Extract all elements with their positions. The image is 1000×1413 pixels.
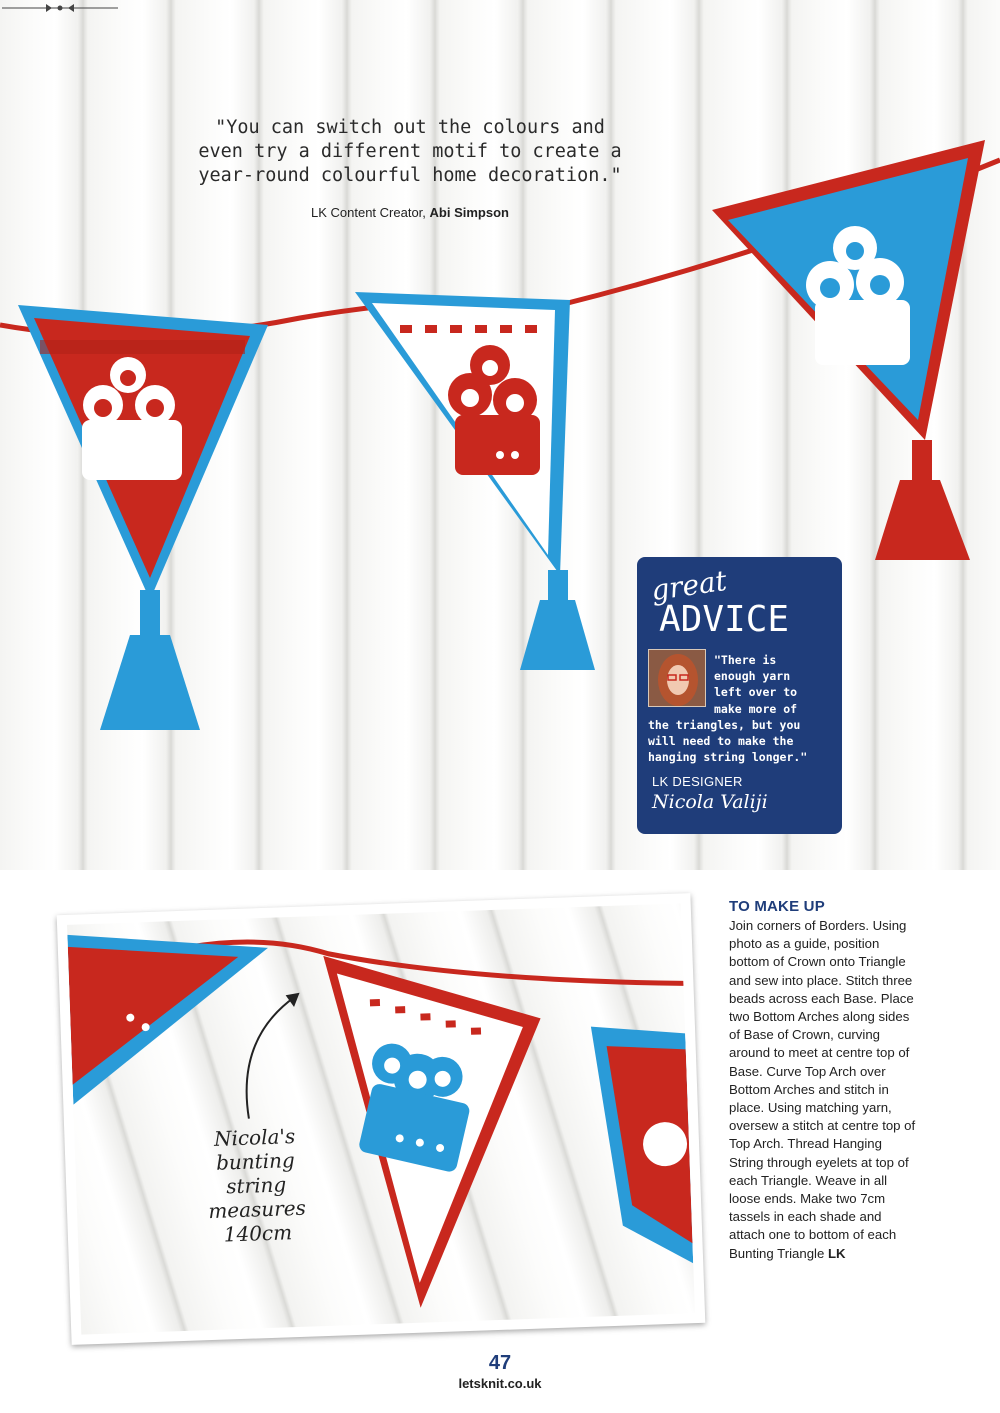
photo-note-line: measures (207, 1195, 307, 1224)
arrow-icon (243, 997, 299, 1119)
website-link[interactable]: letsknit.co.uk (458, 1376, 542, 1391)
photo-note-line: bunting string (215, 1148, 296, 1199)
advice-quote-line: the triangles, but you (648, 717, 801, 732)
page-number: 47 (488, 1352, 512, 1374)
pennant-red-crown (18, 305, 268, 730)
detail-photo-image (67, 903, 695, 1334)
advice-great-label: great (649, 563, 729, 608)
make-up-section (729, 898, 919, 1263)
photo-note (184, 1123, 328, 1248)
make-up-text: Join corners of Borders. Using photo as a guide, position bottom of Crown onto Triangle and sew into place. Stitch three beads across each Base. Place two Bottom Arches along sides of Base of Crown, curving around to meet at centre top of Base. Curve Top Arch over Bottom Arches and stitch in place. Using matching yarn, oversew a stitch at centre top of Top Arch. Thread Hanging String through eyelets at top of each Triangle. Weave in all loose ends. Make two 7cm tassels in each shade and attach one to bottom of each Bunting Triangle (729, 918, 916, 1261)
pull-quote-line: year-round colourful home decoration." (198, 165, 622, 186)
credit-name: Abi Simpson (429, 205, 509, 220)
advice-quote-line: left over to (714, 685, 798, 700)
quote-credit (260, 205, 560, 220)
designer-label: LK DESIGNER (652, 774, 743, 789)
bunting-detail-illustration (67, 903, 695, 1334)
pull-quote (160, 116, 660, 188)
advice-quote-line: enough yarn (714, 669, 791, 684)
photo-note-line: Nicola's (213, 1124, 296, 1151)
pennant-white-crown (355, 292, 595, 670)
advice-quote-line: hanging string longer." (648, 750, 808, 765)
end-mark: LK (827, 1245, 846, 1261)
credit-role: LK Content Creator, (311, 205, 426, 220)
divider-ornament-icon (0, 0, 120, 16)
make-up-body (729, 917, 919, 1263)
designer-name: Nicola Valiji (652, 791, 768, 813)
advice-quote-line: "There is (714, 653, 777, 667)
pennant-blue-crown (712, 140, 985, 560)
advice-quote (648, 652, 838, 765)
advice-quote-line: make more of (714, 701, 798, 716)
pull-quote-line: even try a different motif to create a (198, 141, 622, 162)
pull-quote-line: "You can switch out the colours and (215, 117, 605, 138)
advice-box (637, 557, 842, 834)
advice-quote-line: will need to make the (648, 734, 794, 749)
detail-photo (57, 893, 706, 1345)
advice-title: ADVICE (659, 599, 790, 640)
photo-note-line: 140cm (223, 1220, 293, 1247)
make-up-heading: TO MAKE UP (729, 898, 825, 915)
